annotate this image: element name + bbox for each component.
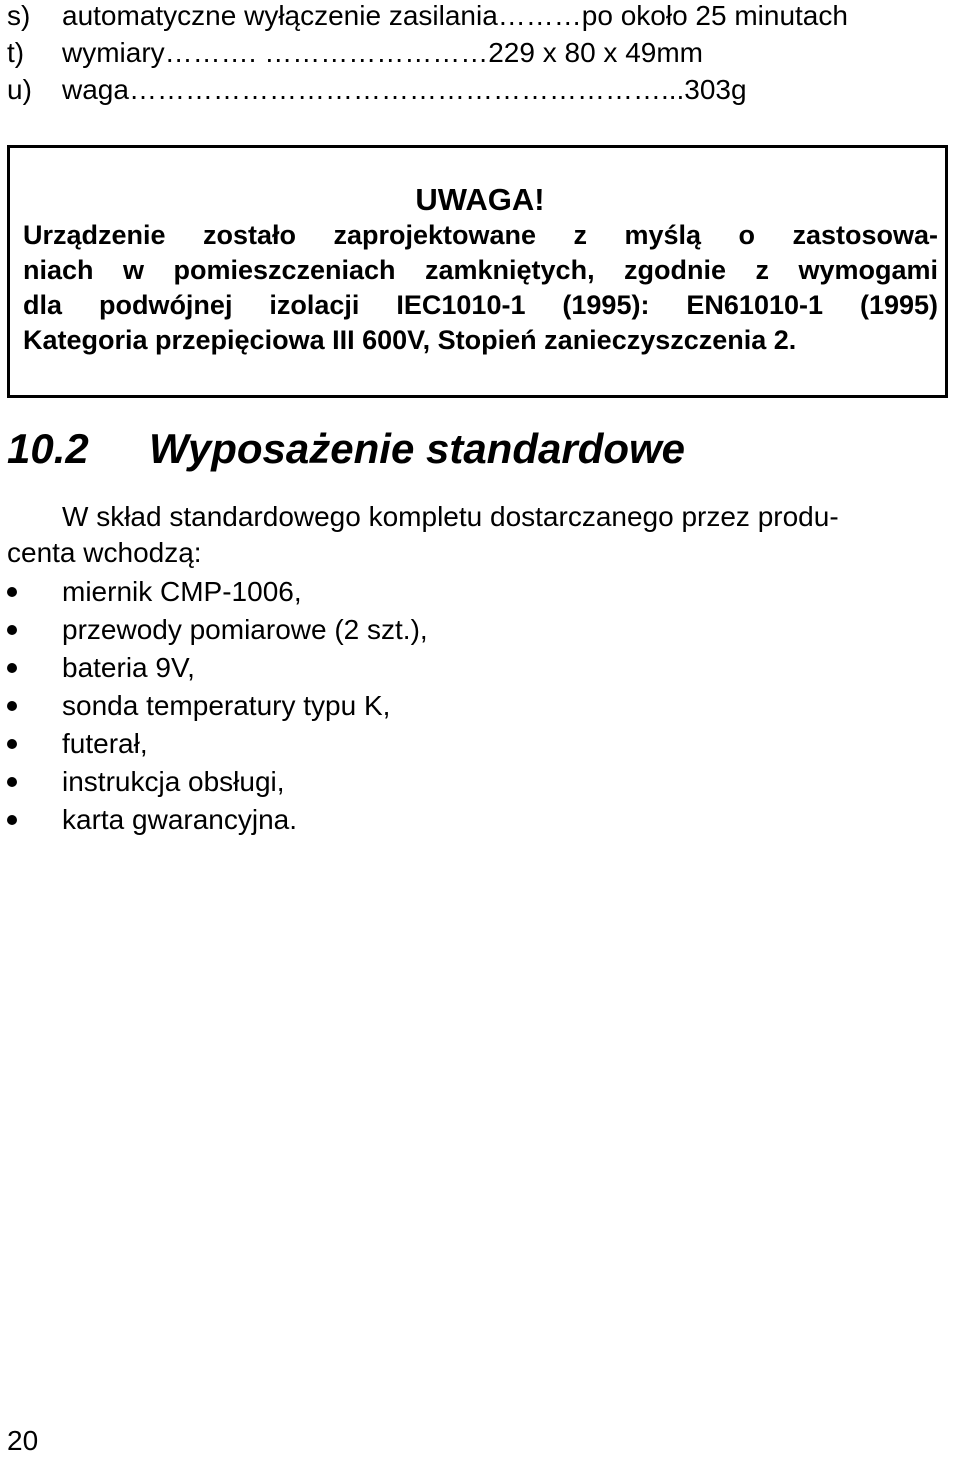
page-number: 20 xyxy=(7,1425,39,1456)
spec-letter: s) xyxy=(7,0,31,31)
section-title: Wyposażenie standardowe xyxy=(149,425,686,472)
warning-line: Kategoria przepięciowa III 600V, Stopień zanieczyszczenia 2. xyxy=(23,325,797,355)
list-item-text: miernik CMP-1006, xyxy=(62,576,302,607)
spec-letter: u) xyxy=(7,74,32,105)
spec-line-t xyxy=(7,37,703,69)
section-heading xyxy=(7,424,685,474)
list-item-text: bateria 9V, xyxy=(62,652,195,683)
bullet-icon xyxy=(7,587,17,597)
spec-line-u xyxy=(7,74,747,106)
spec-text: wymiary………. ……………………229 x 80 x 49mm xyxy=(62,37,703,68)
bullet-icon xyxy=(7,701,17,711)
spec-text: automatyczne wyłączenie zasilania………po około 25 minutach xyxy=(62,0,848,31)
bullet-icon xyxy=(7,625,17,635)
warning-line: niach w pomieszczeniach zamkniętych, zgodnie z wymogami xyxy=(23,255,938,285)
warning-line: Urządzenie zostało zaprojektowane z myślą o zastosowa- xyxy=(23,220,938,250)
list-item-text: karta gwarancyjna. xyxy=(62,804,298,835)
list-item-text: futerał, xyxy=(62,728,148,759)
spec-text: waga…………………………………………………...303g xyxy=(62,74,747,105)
spec-letter: t) xyxy=(7,37,25,68)
warning-title: UWAGA! xyxy=(415,182,545,217)
bullet-icon xyxy=(7,815,17,825)
spec-line-s xyxy=(7,0,848,32)
warning-line: dla podwójnej izolacji IEC1010-1 (1995): EN61010-1 (1995) xyxy=(23,290,938,320)
list-item-text: przewody pomiarowe (2 szt.), xyxy=(62,614,428,645)
intro-line-2: centa wchodzą: xyxy=(7,537,202,568)
bullet-icon xyxy=(7,663,17,673)
bullet-icon xyxy=(7,739,17,749)
section-number: 10.2 xyxy=(7,425,89,472)
bullet-icon xyxy=(7,777,17,787)
intro-line-1: W skład standardowego kompletu dostarczanego przez produ- xyxy=(62,501,839,532)
list-item-text: sonda temperatury typu K, xyxy=(62,690,391,721)
list-item-text: instrukcja obsługi, xyxy=(62,766,285,797)
